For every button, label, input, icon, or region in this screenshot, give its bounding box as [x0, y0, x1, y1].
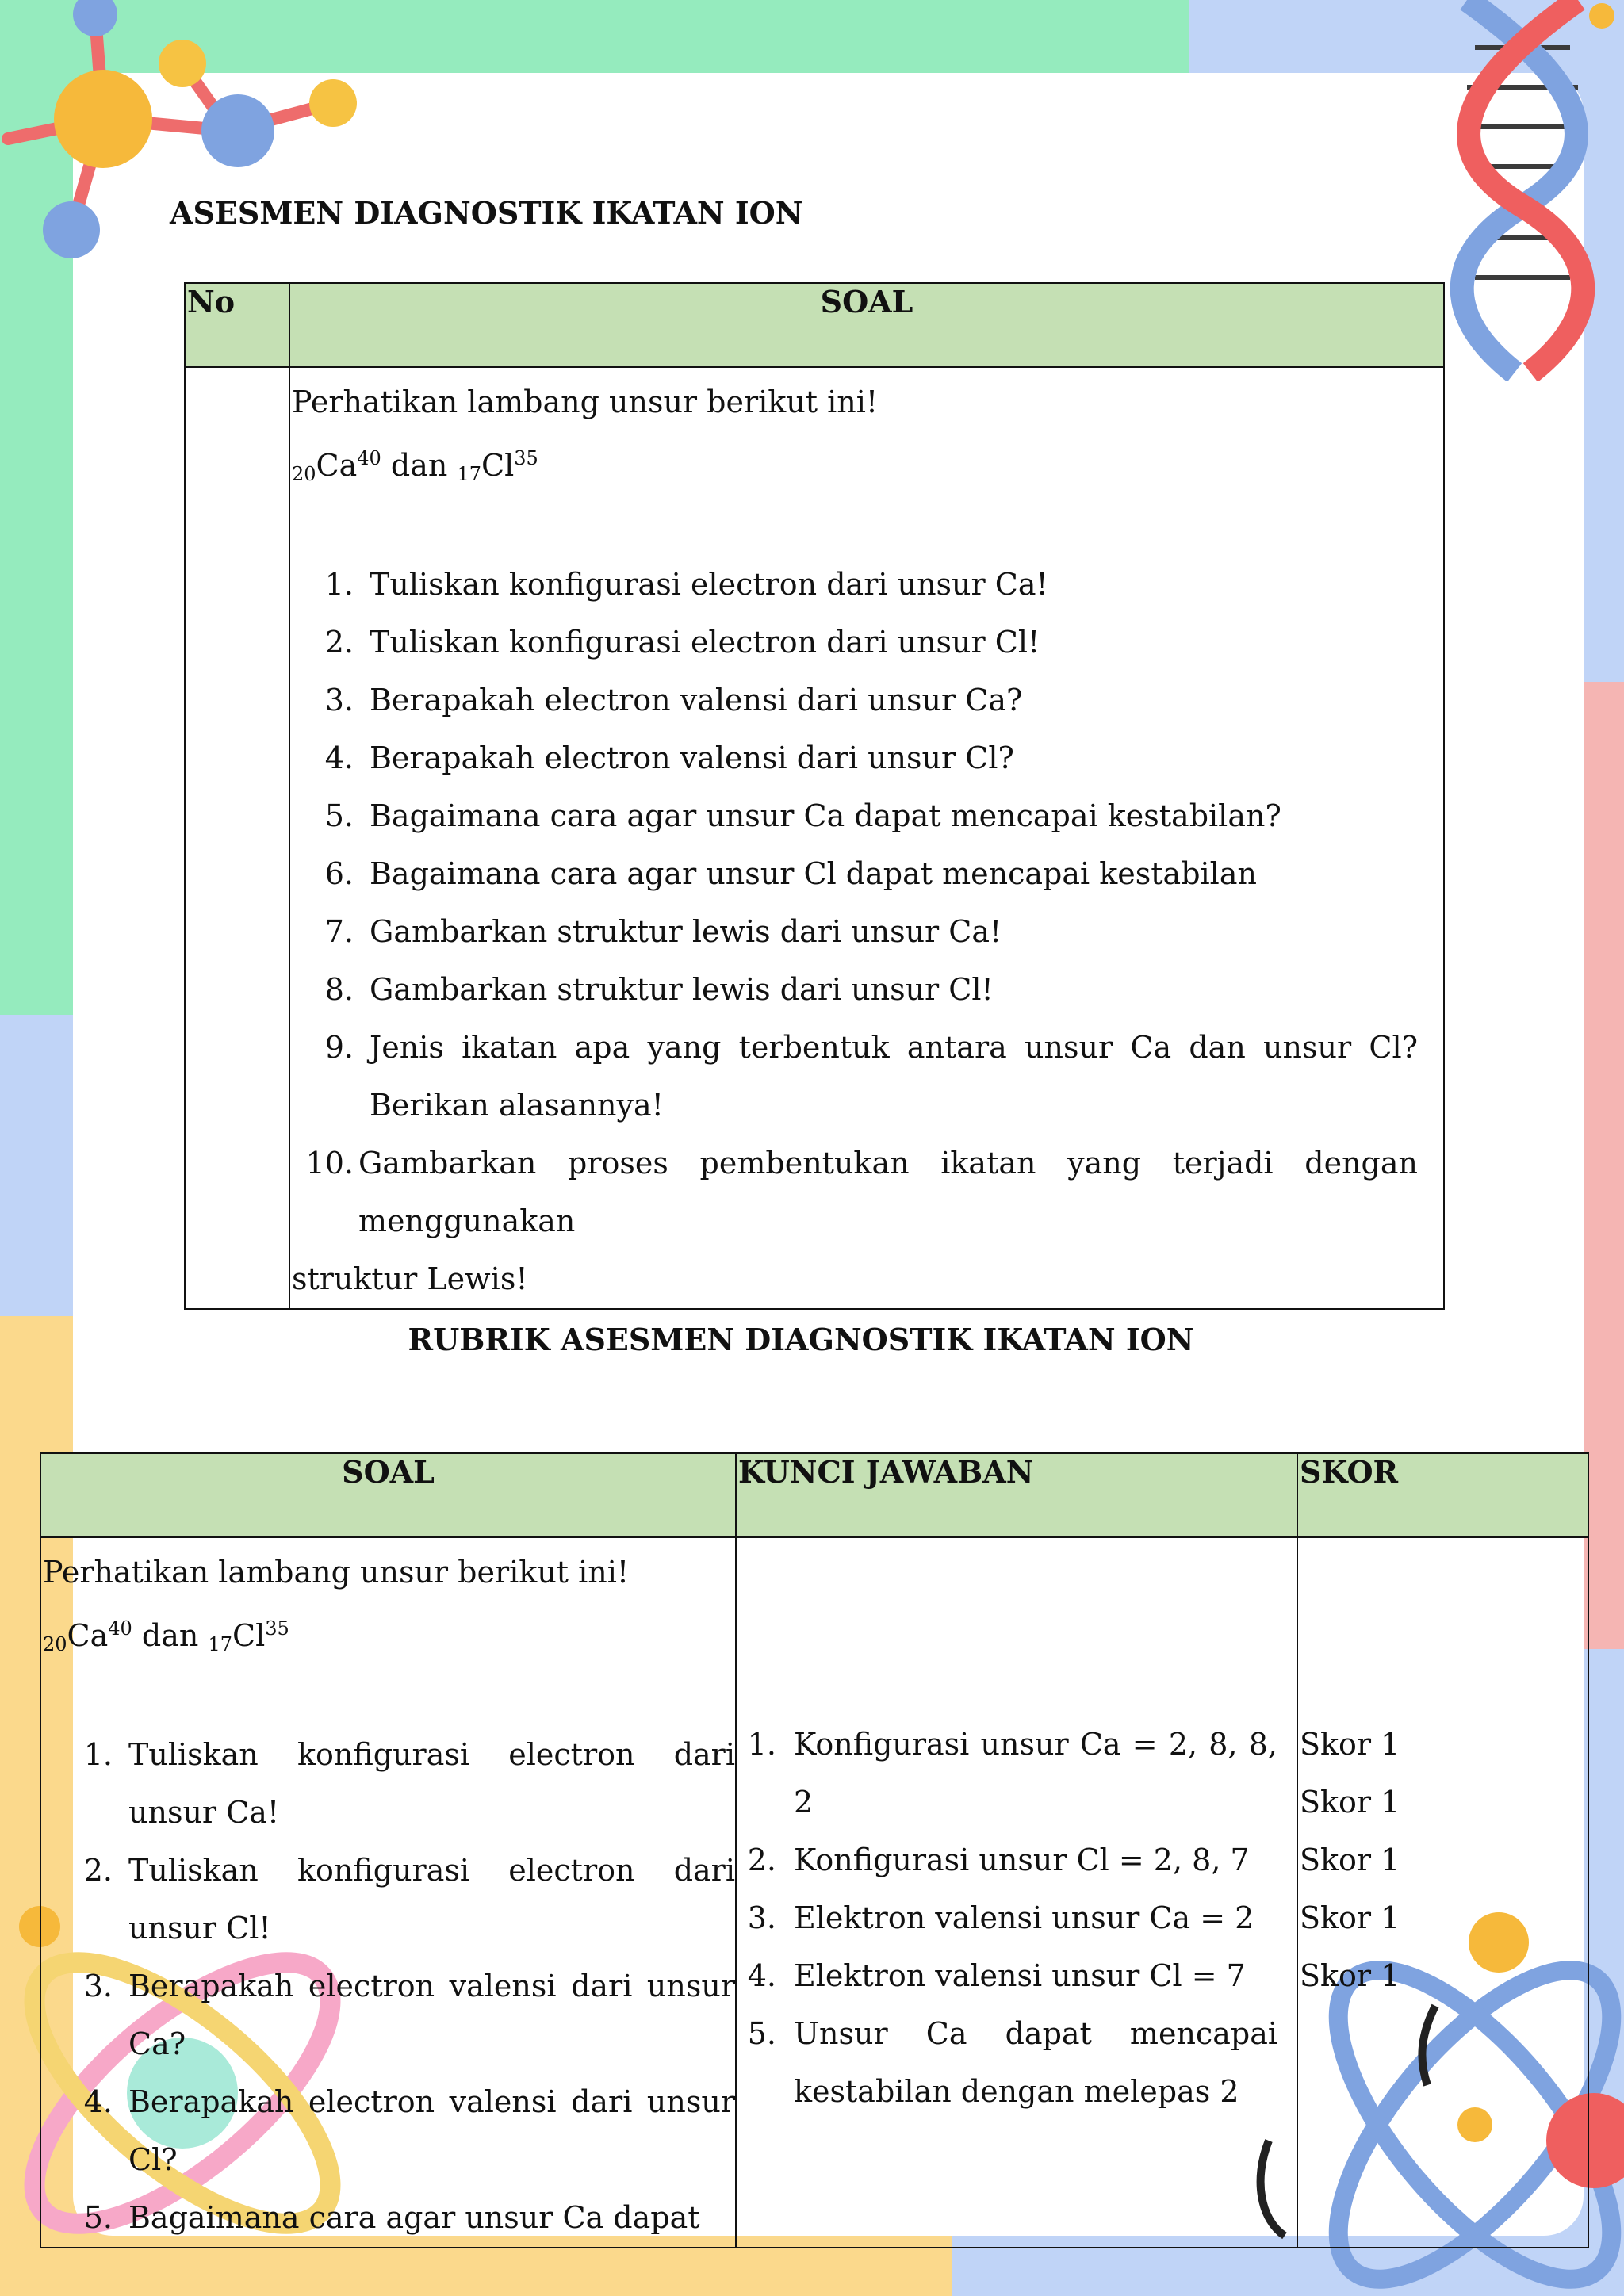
score-value: Skor 1 [1300, 1785, 1400, 1820]
item-text: Konfigurasi unsur Ca = 2, 8, 8, 2 [794, 1727, 1277, 1820]
intro-text: Perhatikan lambang unsur berikut ini! [292, 385, 879, 419]
item-number: 3. [83, 1969, 113, 2003]
col-header-skor: SKOR [1297, 1453, 1588, 1537]
list-item [43, 1842, 735, 1957]
item-number: 1. [747, 1727, 776, 1762]
list-item [737, 2005, 1277, 2121]
item-text-continuation: struktur Lewis! [292, 1261, 528, 1296]
item-text: Gambarkan proses pembentukan ikatan yang terjadi dengan menggunakan [358, 1146, 1418, 1238]
item-text: Bagaimana cara agar unsur Ca dapat [128, 2200, 700, 2235]
item-text: Elektron valensi unsur Cl = 7 [794, 1958, 1246, 1993]
item-number: 4. [83, 2084, 113, 2119]
ca-mass-number: 40 [108, 1617, 132, 1640]
element-symbols [43, 1600, 735, 1674]
score-value: Skor 1 [1300, 1843, 1400, 1877]
list-item [43, 1726, 735, 1842]
list-item [292, 614, 1418, 672]
header-row [40, 1453, 1588, 1537]
list-item [292, 903, 1418, 961]
list-item [43, 2073, 735, 2189]
list-item [737, 1831, 1277, 1889]
question-list [43, 1726, 735, 2247]
question-cell [40, 1537, 736, 2248]
list-item [737, 1947, 1277, 2005]
cl-atomic-number: 17 [457, 463, 482, 485]
item-text: Konfigurasi unsur Cl = 2, 8, 7 [794, 1843, 1250, 1877]
item-number: 2. [747, 1843, 776, 1877]
rubric-title: RUBRIK ASESMEN DIAGNOSTIK IKATAN ION [408, 1322, 1194, 1357]
item-number: 3. [324, 683, 354, 718]
row-number-cell [185, 367, 289, 1309]
score-value: Skor 1 [1300, 1958, 1400, 1993]
item-text: Berapakah electron valensi dari unsur Ca? [370, 683, 1023, 718]
list-item [737, 1889, 1277, 1947]
item-number: 2. [83, 1853, 113, 1888]
item-text: Tuliskan konfigurasi electron dari unsur Ca! [370, 567, 1048, 602]
item-number: 6. [324, 856, 354, 891]
list-item [737, 1716, 1277, 1831]
col-header-kunci: KUNCI JAWABAN [736, 1453, 1297, 1537]
item-number: 10. [305, 1146, 354, 1181]
header-row [185, 283, 1444, 367]
score-cell [1297, 1537, 1588, 2248]
list-item [292, 961, 1418, 1019]
item-number: 4. [747, 1958, 776, 1993]
item-text: Bagaimana cara agar unsur Ca dapat mencapai kestabilan? [370, 798, 1281, 833]
ca-symbol: Ca [316, 448, 358, 483]
conjunction: dan [141, 1618, 199, 1653]
ca-atomic-number: 20 [43, 1633, 67, 1655]
dna-illustration [1419, 0, 1624, 381]
item-number: 5. [324, 798, 354, 833]
table-row [185, 367, 1444, 1309]
item-number: 7. [324, 914, 354, 949]
question-list [292, 556, 1418, 1135]
cl-atomic-number: 17 [208, 1633, 233, 1655]
item-text: Berapakah electron valensi dari unsur Cl? [128, 2084, 735, 2177]
list-item [43, 2189, 735, 2247]
item-text: Unsur Ca dapat mencapai kestabilan dengan melepas 2 [794, 2016, 1277, 2109]
item-text: Jenis ikatan apa yang terbentuk antara unsur Ca dan unsur Cl? Berikan alasannya! [370, 1030, 1418, 1123]
ca-mass-number: 40 [357, 447, 381, 469]
assessment-table [184, 282, 1445, 1310]
score-value: Skor 1 [1300, 1900, 1400, 1935]
ca-atomic-number: 20 [292, 463, 316, 485]
list-item [292, 787, 1418, 845]
conjunction: dan [390, 448, 448, 483]
col-header-soal: SOAL [289, 283, 1444, 367]
item-number: 9. [324, 1030, 354, 1065]
rubric-table [40, 1452, 1589, 2248]
item-text: Tuliskan konfigurasi electron dari unsur Cl! [370, 625, 1040, 660]
item-text: Tuliskan konfigurasi electron dari unsur Ca! [128, 1737, 735, 1830]
element-symbols [292, 430, 1418, 503]
assessment-title: ASESMEN DIAGNOSTIK IKATAN ION [170, 195, 803, 231]
item-number: 1. [324, 567, 354, 602]
list-item [292, 672, 1418, 729]
list-item [292, 1135, 1418, 1250]
item-text: Tuliskan konfigurasi electron dari unsur Cl! [128, 1853, 735, 1946]
intro-text: Perhatikan lambang unsur berikut ini! [43, 1555, 630, 1590]
item-text: Berapakah electron valensi dari unsur Cl? [370, 740, 1014, 775]
cl-symbol: Cl [481, 448, 515, 483]
col-header-soal: SOAL [40, 1453, 736, 1537]
item-number: 3. [747, 1900, 776, 1935]
list-item [292, 556, 1418, 614]
cl-mass-number: 35 [514, 447, 538, 469]
item-number: 1. [83, 1737, 113, 1772]
score-value: Skor 1 [1300, 1727, 1400, 1762]
item-number: 5. [747, 2016, 776, 2051]
question-cell [289, 367, 1444, 1309]
item-number: 2. [324, 625, 354, 660]
ca-symbol: Ca [67, 1618, 109, 1653]
item-number: 8. [324, 972, 354, 1007]
table-row [40, 1537, 1588, 2248]
answer-cell [736, 1537, 1297, 2248]
list-item [292, 729, 1418, 787]
cl-mass-number: 35 [265, 1617, 289, 1640]
item-text: Gambarkan struktur lewis dari unsur Ca! [370, 914, 1002, 949]
answer-list [737, 1716, 1277, 2121]
item-number: 4. [324, 740, 354, 775]
list-item [292, 1019, 1418, 1135]
list-item [292, 845, 1418, 903]
col-header-no: No [185, 283, 289, 367]
item-text: Gambarkan struktur lewis dari unsur Cl! [370, 972, 994, 1007]
item-text: Elektron valensi unsur Ca = 2 [794, 1900, 1254, 1935]
item-number: 5. [83, 2200, 113, 2235]
item-text: Bagaimana cara agar unsur Cl dapat mencapai kestabilan [370, 856, 1257, 891]
item-text: Berapakah electron valensi dari unsur Ca? [128, 1969, 735, 2061]
cl-symbol: Cl [232, 1618, 266, 1653]
list-item [43, 1957, 735, 2073]
